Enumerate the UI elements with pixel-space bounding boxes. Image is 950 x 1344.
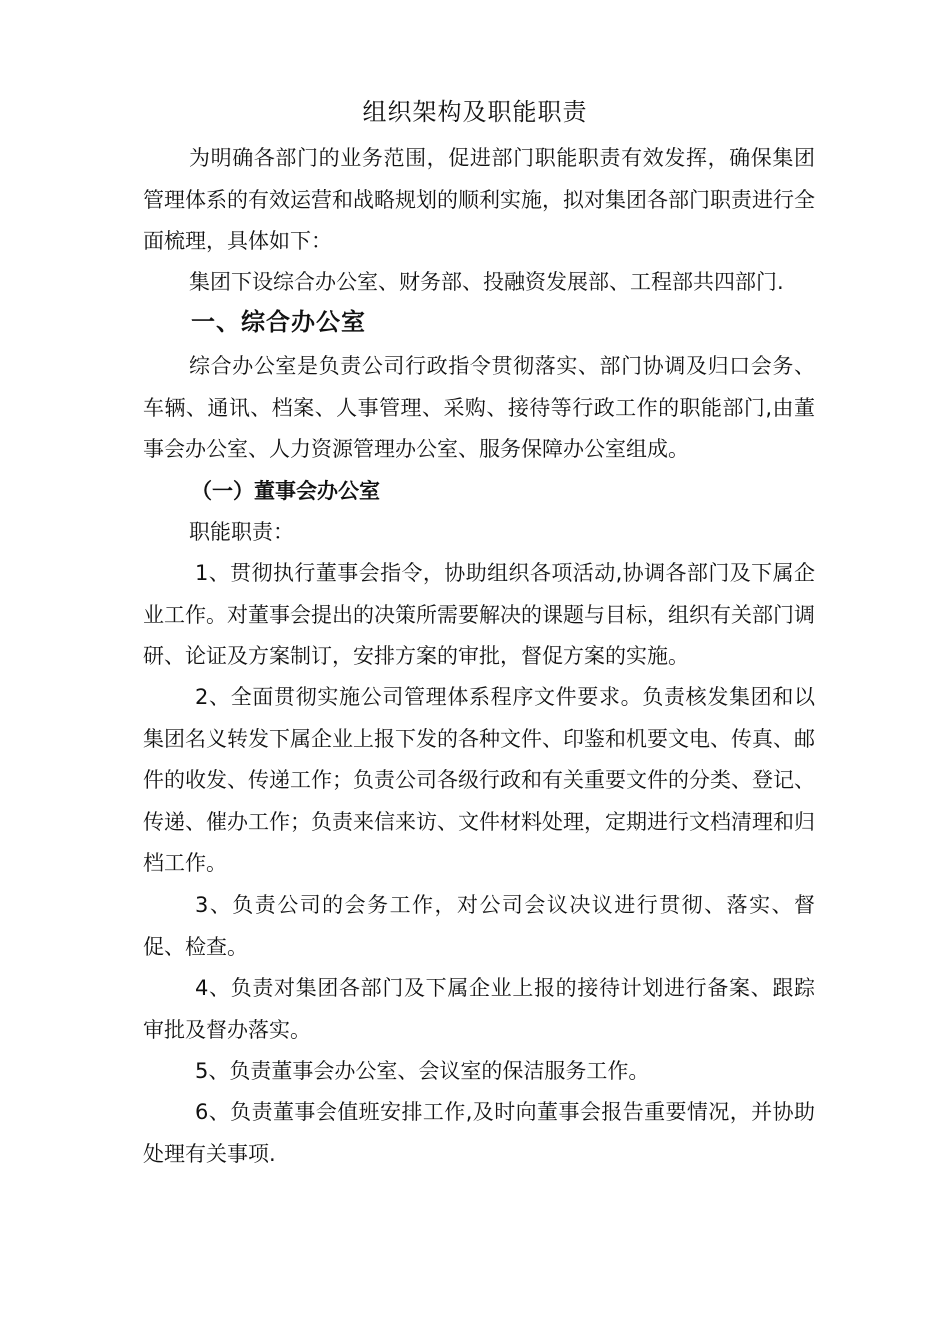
duties-label: 职能职责：: [189, 520, 294, 544]
section-description: 综合办公室是负责公司行政指令贯彻落实、部门协调及归口会务、车辆、通讯、档案、人事管理、采购、接待等行政工作的职能部门,由董事会办公室、人力资源管理办公室、服务保障办公室组成。: [143, 354, 815, 461]
subsection-heading-board-office: （一）董事会办公室: [191, 479, 380, 503]
departments-paragraph: 集团下设综合办公室、财务部、投融资发展部、工程部共四部门.: [189, 270, 784, 294]
intro-paragraph: 为明确各部门的业务范围，促进部门职能职责有效发挥，确保集团管理体系的有效运营和战略规划的顺利实施，拟对集团各部门职责进行全面梳理，具体如下：: [143, 146, 815, 253]
duty-item: 1、贯彻执行董事会指令，协助组织各项活动,协调各部门及下属企业工作。对董事会提出的决策所需要解决的课题与目标，组织有关部门调研、论证及方案制订，安排方案的审批，督促方案的实施。: [143, 561, 815, 668]
duty-item: 5、负责董事会办公室、会议室的保洁服务工作。: [195, 1059, 650, 1083]
section-heading-general-office: 一、综合办公室: [191, 308, 366, 336]
duty-item: 3、负责公司的会务工作，对公司会议决议进行贯彻、落实、督促、检查。: [143, 893, 815, 959]
duty-item: 4、负责对集团各部门及下属企业上报的接待计划进行备案、跟踪审批及督办落实。: [143, 976, 815, 1042]
duty-item: 2、全面贯彻实施公司管理体系程序文件要求。负责核发集团和以集团名义转发下属企业上报下发的各种文件、印鉴和机要文电、传真、邮件的收发、传递工作；负责公司各级行政和有关重要文件的分类、登记、传递、催办工作；负责来信来访、文件材料处理，定期进行文档清理和归档工作。: [143, 685, 815, 875]
duty-item: 6、负责董事会值班安排工作,及时向董事会报告重要情况，并协助处理有关事项.: [143, 1100, 815, 1166]
document-title: 组织架构及职能职责: [362, 98, 588, 126]
